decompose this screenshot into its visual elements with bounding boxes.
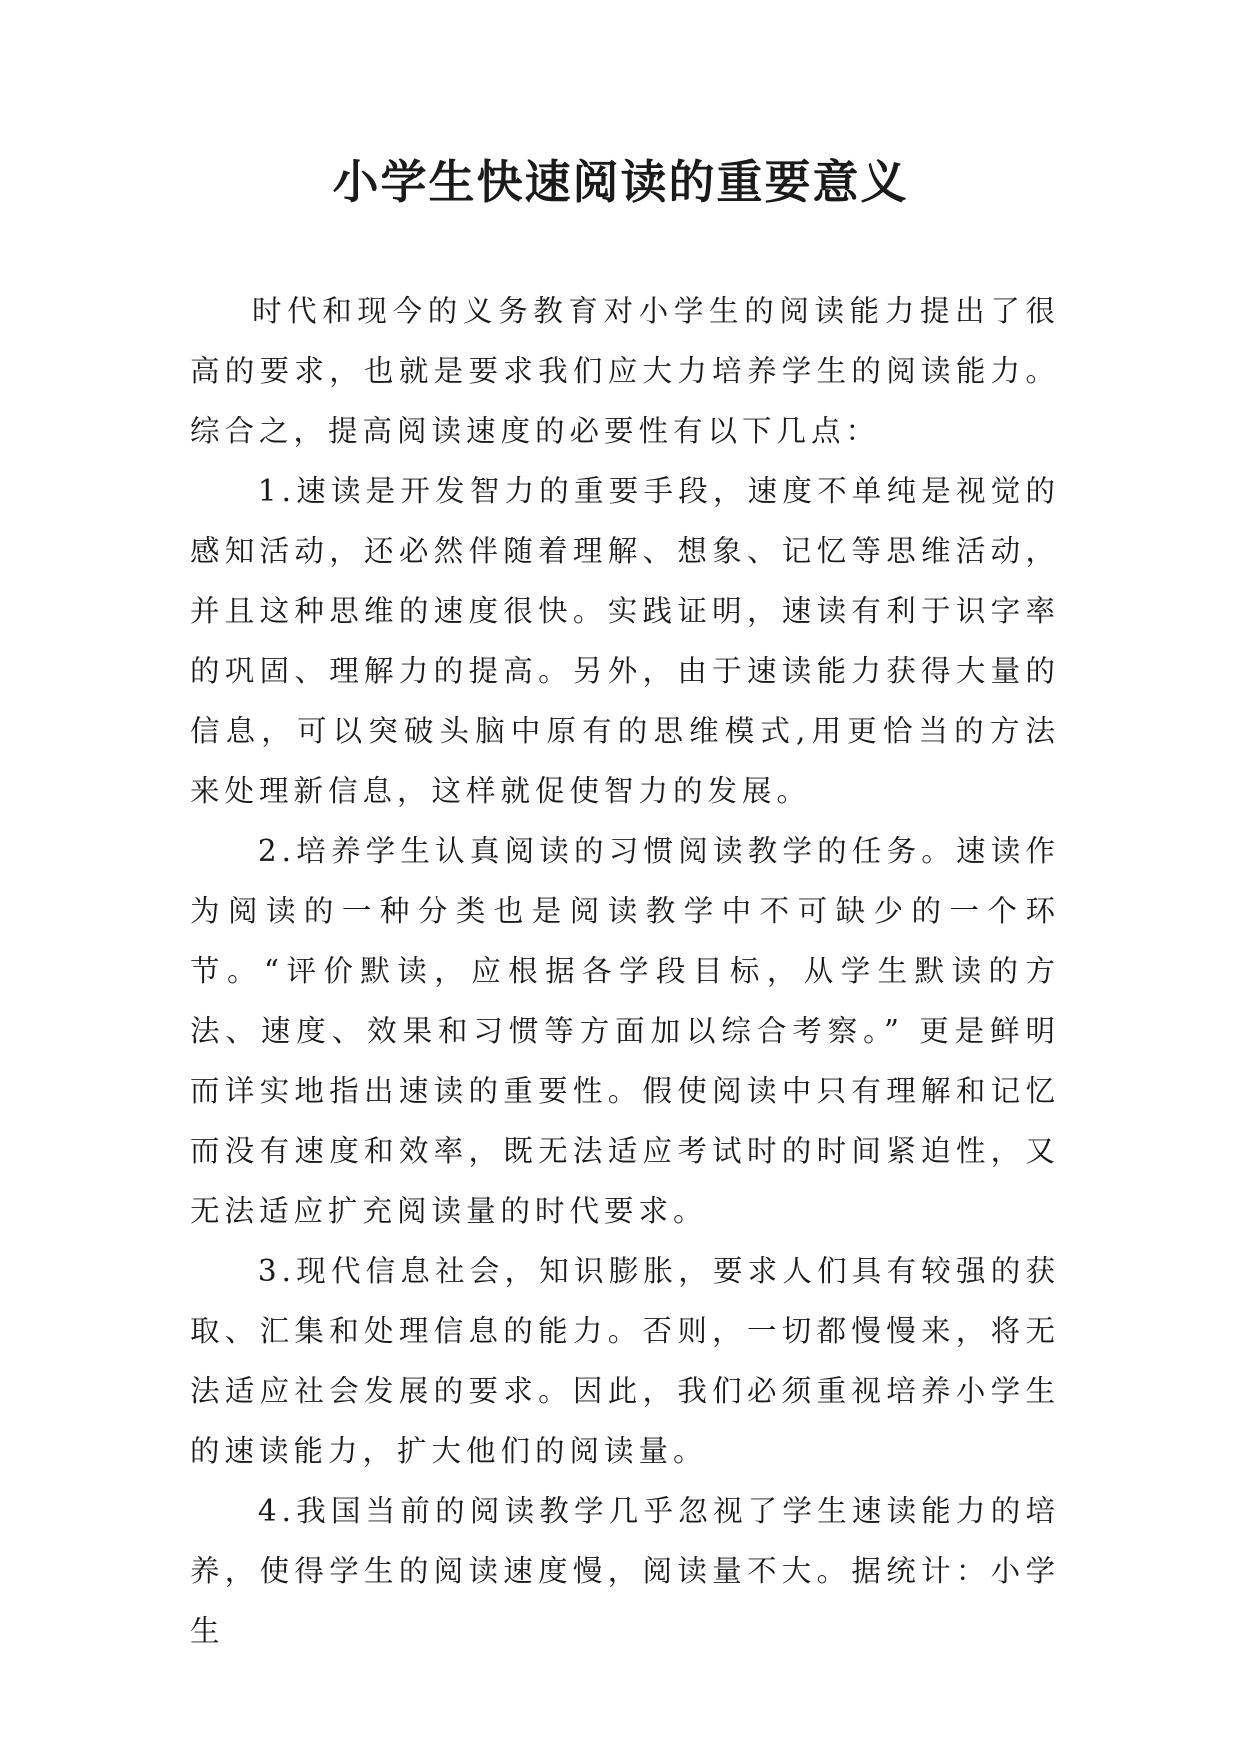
document-body (190, 281, 1060, 1661)
paragraph-point-1: 1.速读是开发智力的重要手段，速度不单纯是视觉的感知活动，还必然伴随着理解、想象、记忆等思维活动，并且这种思维的速度很快。实践证明，速读有利于识字率的巩固、理解力的提高。另外，由于速读能力获得大量的信息，可以突破头脑中原有的思维模式,用更恰当的方法来处理新信息，这样就促使智力的发展。 (190, 474, 1060, 808)
paragraph-intro: 时代和现今的义务教育对小学生的阅读能力提出了很高的要求，也就是要求我们应大力培养学生的阅读能力。综合之，提高阅读速度的必要性有以下几点： (190, 294, 1060, 448)
paragraph-point-4: 4.我国当前的阅读教学几乎忽视了学生速读能力的培养，使得学生的阅读速度慢，阅读量不大。据统计：小学生 (190, 1494, 1060, 1648)
document-title: 小学生快速阅读的重要意义 (332, 155, 909, 209)
paragraph-point-2: 2.培养学生认真阅读的习惯阅读教学的任务。速读作为阅读的一种分类也是阅读教学中不可缺少的一个环节。“评价默读，应根据各学段目标，从学生默读的方法、速度、效果和习惯等方面加以综合考察。” 更是鲜明而详实地指出速读的重要性。假使阅读中只有理解和记忆而没有速度和效率，既无法适应考试时的时间紧迫性，又无法适应扩充阅读量的时代要求。 (190, 834, 1060, 1228)
paragraph-point-3: 3.现代信息社会，知识膨胀，要求人们具有较强的获取、汇集和处理信息的能力。否则，一切都慢慢来，将无法适应社会发展的要求。因此，我们必须重视培养小学生的速读能力，扩大他们的阅读量。 (190, 1254, 1060, 1468)
